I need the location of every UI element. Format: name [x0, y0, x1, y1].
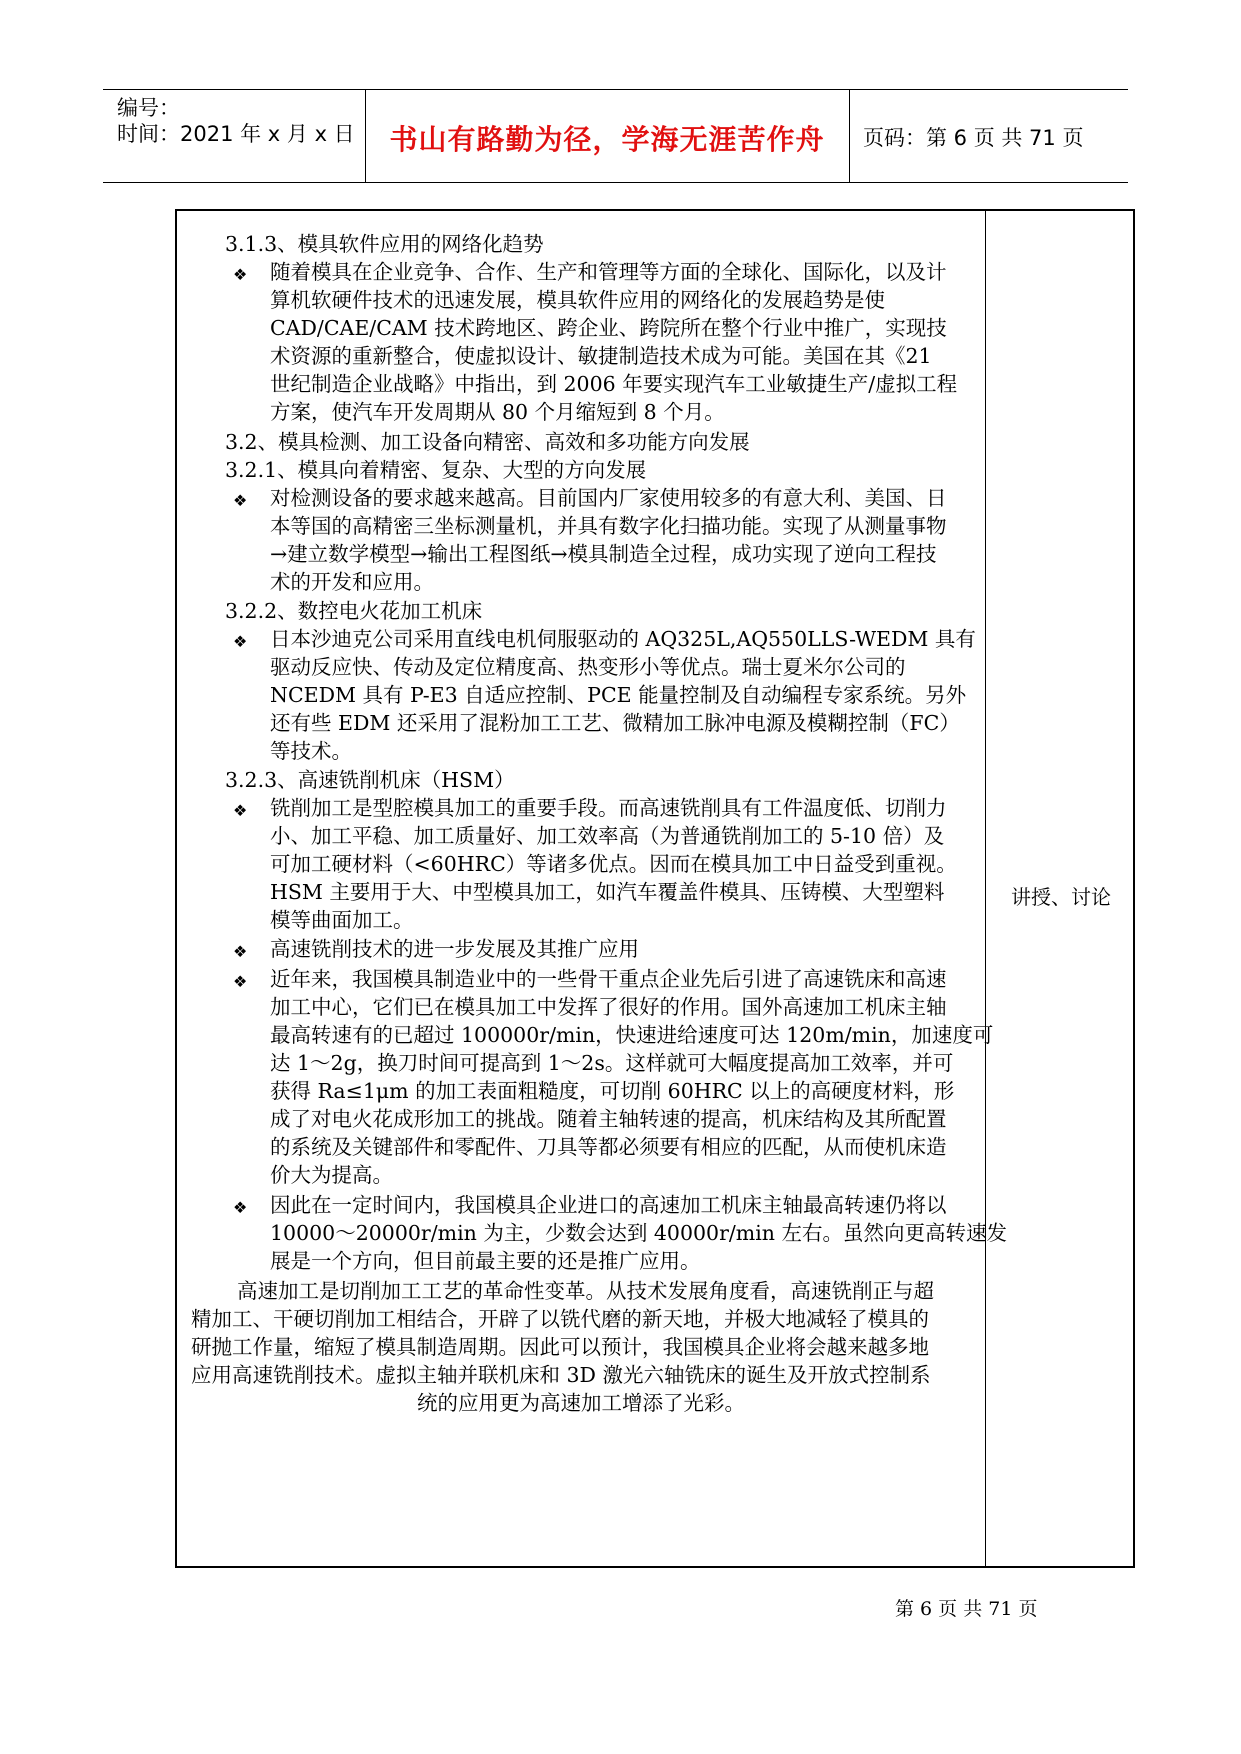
section-heading-3-1-3: 3.1.3、模具软件应用的网络化趋势 [225, 232, 544, 256]
header-motto-cell [365, 90, 850, 182]
header-page-number: 页码：第 6 页 共 71 页 [863, 126, 1084, 150]
paragraph-line: 术资源的重新整合，使虚拟设计、敏捷制造技术成为可能。美国在其《21 [270, 344, 932, 368]
paragraph-line: 本等国的高精密三坐标测量机，并具有数字化扫描功能。实现了从测量事物 [270, 514, 947, 538]
bullet-icon: ❖ [233, 1198, 248, 1217]
paragraph-line: 展是一个方向，但目前最主要的还是推广应用。 [270, 1249, 701, 1273]
paragraph-line: 驱动反应快、传动及定位精度高、热变形小等优点。瑞士夏米尔公司的 [270, 655, 906, 679]
paragraph-line: 等技术。 [270, 739, 352, 763]
paragraph-line: →建立数学模型→输出工程图纸→模具制造全过程，成功实现了逆向工程技 [270, 542, 937, 566]
paragraph-line: 达 1～2g，换刀时间可提高到 1～2s。这样就可大幅度提高加工效率，并可 [270, 1051, 954, 1075]
paragraph-line: 方案，使汽车开发周期从 80 个月缩短到 8 个月。 [270, 400, 725, 424]
paragraph-line: 随着模具在企业竞争、合作、生产和管理等方面的全球化、国际化，以及计 [270, 260, 947, 284]
paragraph-line: 可加工硬材料（<60HRC）等诸多优点。因而在模具加工中日益受到重视。 [270, 852, 957, 876]
paragraph-line: 模等曲面加工。 [270, 908, 414, 932]
paragraph-line: 因此在一定时间内，我国模具企业进口的高速加工机床主轴最高转速仍将以 [270, 1193, 947, 1217]
summary-line: 研抛工作量，缩短了模具制造周期。因此可以预计，我国模具企业将会越来越多地 [191, 1335, 929, 1359]
paragraph-line: 近年来，我国模具制造业中的一些骨干重点企业先后引进了高速铣床和高速 [270, 967, 947, 991]
paragraph-line: 获得 Ra≤1μm 的加工表面粗糙度，可切削 60HRC 以上的高硬度材料，形 [270, 1079, 955, 1103]
bullet-icon: ❖ [233, 265, 248, 284]
section-heading-3-2-2: 3.2.2、数控电火花加工机床 [225, 599, 483, 623]
bullet-icon: ❖ [233, 972, 248, 991]
header-page-cell [849, 90, 1128, 182]
header-motto: 书山有路勤为径，学海无涯苦作舟 [389, 123, 825, 156]
bullet-icon: ❖ [233, 801, 248, 820]
paragraph-line: 10000～20000r/min 为主，少数会达到 40000r/min 左右。虽然向更高转速发 [270, 1221, 1007, 1245]
paragraph-line: 术的开发和应用。 [270, 570, 434, 594]
paragraph-line: 高速铣削技术的进一步发展及其推广应用 [270, 937, 639, 961]
summary-line: 精加工、干硬切削加工相结合，开辟了以铣代磨的新天地，并极大地减轻了模具的 [191, 1307, 929, 1331]
paragraph-line: NCEDM 具有 P-E3 自适应控制、PCE 能量控制及自动编程专家系统。另外 [270, 683, 967, 707]
paragraph-line: 最高转速有的已超过 100000r/min，快速进给速度可达 120m/min，加速度可 [270, 1023, 994, 1047]
paragraph-line: 还有些 EDM 还采用了混粉加工工艺、微精加工脉冲电源及模糊控制（FC） [270, 711, 960, 735]
section-heading-3-2-3: 3.2.3、高速铣削机床（HSM） [225, 768, 515, 792]
paragraph-line: CAD/CAE/CAM 技术跨地区、跨企业、跨院所在整个行业中推广，实现技 [270, 316, 947, 340]
summary-line: 高速加工是切削加工工艺的革命性变革。从技术发展角度看，高速铣削正与超 [237, 1279, 934, 1303]
paragraph-line: 小、加工平稳、加工质量好、加工效率高（为普通铣削加工的 5-10 倍）及 [270, 824, 945, 848]
bullet-icon: ❖ [233, 632, 248, 651]
section-heading-3-2: 3.2、模具检测、加工设备向精密、高效和多功能方向发展 [225, 430, 750, 454]
document-number-label: 编号： [117, 96, 180, 120]
bullet-icon: ❖ [233, 942, 248, 961]
content-table [175, 209, 1135, 1568]
footer-page-number: 第 6 页 共 71 页 [895, 1598, 1038, 1620]
document-header [103, 89, 1128, 183]
paragraph-line: 算机软硬件技术的迅速发展，模具软件应用的网络化的发展趋势是使 [270, 288, 885, 312]
section-heading-3-2-1: 3.2.1、模具向着精密、复杂、大型的方向发展 [225, 458, 647, 482]
paragraph-line: 铣削加工是型腔模具加工的重要手段。而高速铣削具有工件温度低、切削力 [270, 796, 947, 820]
header-info-cell [103, 90, 366, 182]
paragraph-line: 的系统及关键部件和零配件、刀具等都必须要有相应的匹配，从而使机床造 [270, 1135, 947, 1159]
paragraph-line: 加工中心，它们已在模具加工中发挥了很好的作用。国外高速加工机床主轴 [270, 995, 947, 1019]
bullet-icon: ❖ [233, 491, 248, 510]
paragraph-line: 世纪制造企业战略》中指出，到 2006 年要实现汽车工业敏捷生产/虚拟工程 [270, 372, 958, 396]
paragraph-line: 对检测设备的要求越来越高。目前国内厂家使用较多的有意大利、美国、日 [270, 486, 947, 510]
paragraph-line: 日本沙迪克公司采用直线电机伺服驱动的 AQ325L,AQ550LLS-WEDM 具有 [270, 627, 976, 651]
summary-line: 应用高速铣削技术。虚拟主轴并联机床和 3D 激光六轴铣床的诞生及开放式控制系 [191, 1363, 931, 1387]
teaching-method-cell: 讲授、讨论 [1011, 885, 1111, 909]
paragraph-line: HSM 主要用于大、中型模具加工，如汽车覆盖件模具、压铸模、大型塑料 [270, 880, 945, 904]
paragraph-line: 成了对电火花成形加工的挑战。随着主轴转速的提高，机床结构及其所配置 [270, 1107, 947, 1131]
document-time-label: 时间：2021 年 x 月 x 日 [117, 122, 355, 146]
paragraph-line: 价大为提高。 [270, 1163, 393, 1187]
summary-line: 统的应用更为高速加工增添了光彩。 [417, 1391, 745, 1415]
